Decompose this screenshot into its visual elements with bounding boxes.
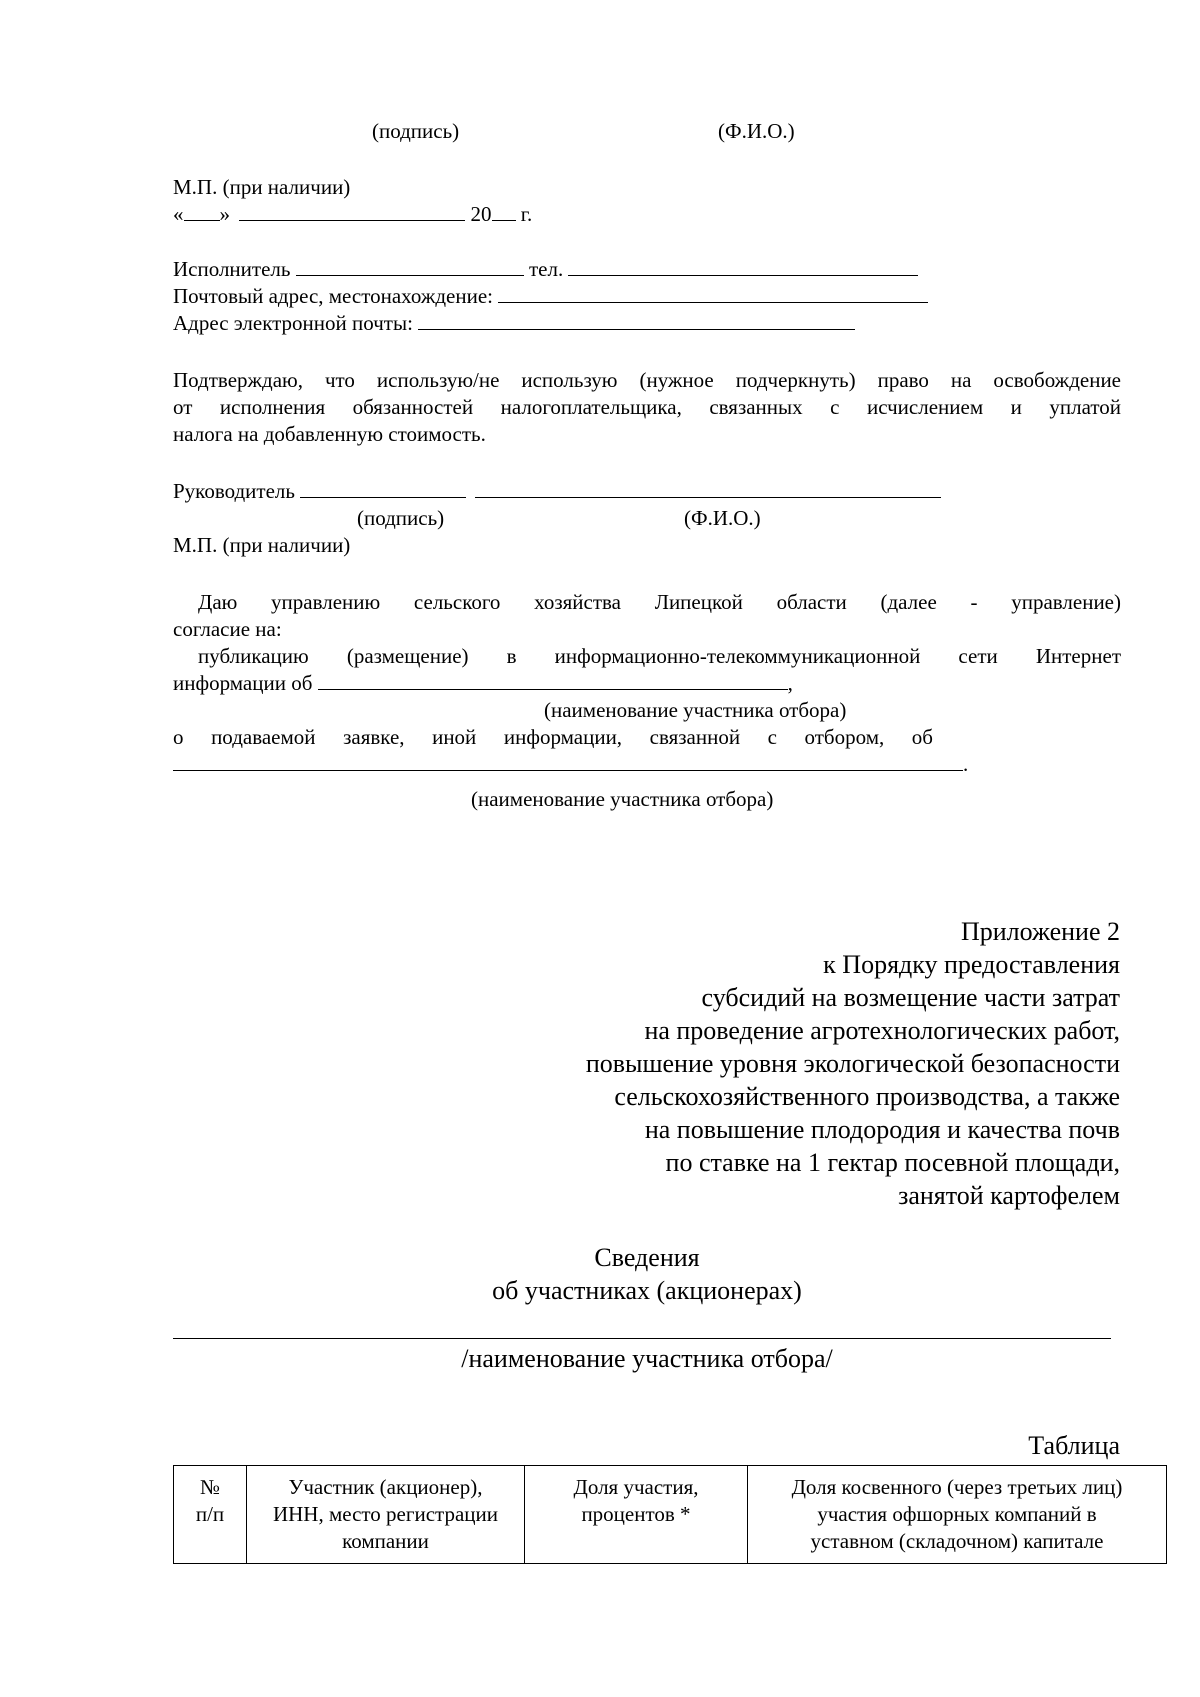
appendix-line-1: Приложение 2 bbox=[960, 917, 1120, 946]
head-fio-caption: (Ф.И.О.) bbox=[684, 506, 761, 530]
email-line bbox=[173, 310, 855, 337]
col-offshore-share: Доля косвенного (через третьих лиц) участия офшорных компаний в уставном (складочном) капитале bbox=[748, 1466, 1167, 1564]
year-suffix: г. bbox=[520, 202, 533, 226]
executor-line bbox=[173, 256, 918, 283]
participant-name-field-2 bbox=[173, 751, 963, 771]
email-field bbox=[418, 310, 855, 330]
address-field bbox=[498, 283, 928, 303]
col-number: № п/п bbox=[174, 1466, 247, 1564]
year-field bbox=[492, 201, 516, 221]
head-label: Руководитель bbox=[173, 479, 295, 503]
head-signature-caption: (подпись) bbox=[357, 506, 445, 530]
date-quote-close: » bbox=[219, 202, 230, 226]
consent-line-1: Даю управлению сельского хозяйства Липецкой области (далее - управление) bbox=[198, 590, 1121, 614]
participant-name-rule bbox=[173, 1338, 1111, 1339]
col-share: Доля участия, процентов * bbox=[525, 1466, 748, 1564]
fio-caption: (Ф.И.О.) bbox=[718, 119, 795, 143]
month-field bbox=[239, 201, 465, 221]
appendix-line-5: повышение уровня экологической безопасности bbox=[585, 1049, 1120, 1078]
consent-info-prefix: информации об bbox=[173, 671, 313, 695]
head-signature-field bbox=[300, 478, 466, 498]
section-title: Сведения bbox=[594, 1243, 700, 1272]
col-participant: Участник (акционер), ИНН, место регистрации компании bbox=[247, 1466, 525, 1564]
confirm-line-1: Подтверждаю, что использую/не использую (нужное подчеркнуть) право на освобождение bbox=[173, 368, 1121, 392]
head-name-field bbox=[475, 478, 941, 498]
table-label: Таблица bbox=[1028, 1431, 1120, 1460]
date-quote-open: « bbox=[173, 202, 184, 226]
signature-caption: (подпись) bbox=[372, 119, 460, 143]
stamp-placeholder: М.П. (при наличии) bbox=[173, 175, 351, 199]
appendix-line-9: занятой картофелем bbox=[898, 1181, 1120, 1210]
consent-comma: , bbox=[787, 671, 793, 695]
head-line bbox=[173, 478, 941, 505]
stamp-placeholder-2: М.П. (при наличии) bbox=[173, 533, 351, 557]
consent-line-3: публикацию (размещение) в информационно-телекоммуникационной сети Интернет bbox=[198, 644, 1121, 668]
phone-field bbox=[568, 256, 918, 276]
phone-label: тел. bbox=[528, 257, 564, 281]
participant-name-field bbox=[318, 670, 788, 690]
executor-label: Исполнитель bbox=[173, 257, 291, 281]
table-header-row bbox=[174, 1466, 1167, 1564]
consent-dot: . bbox=[963, 752, 969, 776]
appendix-line-3: субсидий на возмещение части затрат bbox=[701, 983, 1120, 1012]
participants-table bbox=[173, 1465, 1167, 1564]
day-field bbox=[184, 201, 220, 221]
year-prefix: 20 bbox=[470, 202, 492, 226]
section-subtitle: об участниках (акционерах) bbox=[492, 1276, 802, 1305]
address-line bbox=[173, 283, 928, 310]
address-label: Почтовый адрес, местонахождение: bbox=[173, 284, 494, 308]
appendix-line-8: по ставке на 1 гектар посевной площади, bbox=[665, 1148, 1120, 1177]
appendix-line-2: к Порядку предоставления bbox=[823, 950, 1120, 979]
appendix-line-6: сельскохозяйственного производства, а также bbox=[614, 1082, 1120, 1111]
participant-name-caption: /наименование участника отбора/ bbox=[461, 1344, 833, 1373]
appendix-line-4: на проведение агротехнологических работ, bbox=[644, 1016, 1120, 1045]
consent-line-5: о подаваемой заявке, иной информации, связанной с отбором, об bbox=[173, 725, 933, 749]
consent-line-6 bbox=[173, 751, 968, 778]
executor-field bbox=[296, 256, 524, 276]
participant-caption-2: (наименование участника отбора) bbox=[471, 787, 774, 811]
confirm-line-2: от исполнения обязанностей налогоплательщика, связанных с исчислением и уплатой bbox=[173, 395, 1121, 419]
consent-line-4 bbox=[173, 670, 793, 697]
participant-caption-1: (наименование участника отбора) bbox=[544, 698, 847, 722]
appendix-line-7: на повышение плодородия и качества почв bbox=[644, 1115, 1120, 1144]
email-label: Адрес электронной почты: bbox=[173, 311, 413, 335]
date-line bbox=[173, 201, 532, 228]
consent-line-2: согласие на: bbox=[173, 617, 282, 641]
confirm-line-3: налога на добавленную стоимость. bbox=[173, 422, 486, 446]
